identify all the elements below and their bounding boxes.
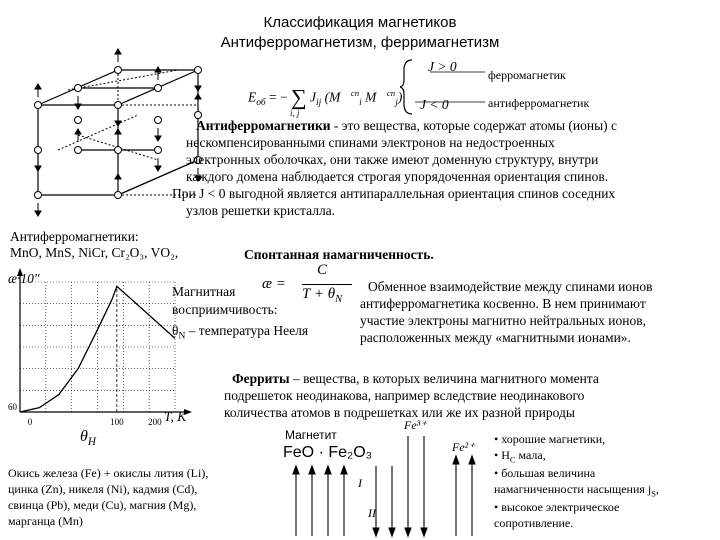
chart-x-axis-label: T, К [164,409,187,424]
definition-line5: При J < 0 выгодной является антипараллельная ориентация спинов соседних [172,186,616,201]
examples-list: MnO, MnS, NiCr, Cr₂O₃, VO₂, [10,245,179,260]
neel-temperature-note: $\theta_N$ – температура Нееля [172,323,309,342]
oxides-line3: свинца (Pb), меди (Cu), магния (Mg), [8,498,197,512]
prop-coercivity: • $H_C$ мала, [494,448,546,465]
sublattice-two-label: II [368,506,376,520]
ferrites-line1: Ферриты – вещества, в которых величина магнитного момента [232,371,599,386]
page-subtitle: Антиферромагнетизм, ферримагнетизм [220,34,500,51]
oxides-line2: цинка (Zn), никеля (Ni), кадмия (Cd), [8,482,198,496]
sum-index: i, j [290,108,300,118]
fe2-label: Fe²⁺ [452,440,475,454]
definition-line3: электронных оболочках, они также имеют доменную структуру, внутри [186,152,599,167]
magnetite-formula: FeO · Fe₂O₃ [283,444,373,461]
exchange-line3: участие электроны магнитно нейтральных ионов, [360,313,646,328]
oxides-line1: Окись железа (Fe) + окислы лития (Li), [8,466,209,480]
page-title: Классификация магнетиков [263,14,457,31]
exchange-line4: расположенных между «магнитными ионами». [360,330,631,345]
exchange-energy-formula: $E_{об}$ = − ∑ $J_{ij}$ (M⃗$^{сп}_i$ M⃗$^{сп}_j$) [248,84,403,110]
chart-y-axis-label: æ·10″ [8,271,40,286]
susceptibility-label-line1: Магнитная [172,284,236,299]
definition-line1: Антиферромагнетики - это вещества, которые содержат атомы (ионы) с [196,118,618,133]
spin-sublattice-diagram [286,426,486,540]
x-tick-label: 0 [27,417,33,427]
magnetite-label: Магнетит [285,428,337,442]
definition-line6: узлов решетки кристалла. [186,203,336,218]
y-tick-label: 60 [8,402,17,412]
examples-label: Антиферромагнетики: [10,229,139,244]
prop-large-value: • большая величина [494,466,596,480]
x-tick-label: 100 [110,417,124,427]
prop-resistance-cont: сопротивление. [494,516,574,530]
oxides-line4: марганца (Mn) [8,514,83,528]
case-positive-condition: J > 0 [428,59,457,74]
sublattice-one-label: I [358,476,362,490]
ferrites-line3: количества атомов в подрешетках или же их разной природы [224,405,575,420]
ferrites-line2: подрешеток неодинакова, например вследствие неодинакового [224,388,585,403]
susceptibility-label-line2: восприимчивость: [172,302,278,317]
definition-line2: нескомпенсированными спинами электронов на недостроенных [186,135,555,150]
prop-saturation: намагниченности насыщения $j_S$, [494,482,659,499]
fe3-label: Fe³⁺ [404,418,427,432]
chart-neel-label: $\theta_Н$ [80,428,96,449]
exchange-line1: Обменное взаимодействие между спинами ионов [368,279,653,294]
exchange-line2: антиферромагнетика косвенно. В нем принимают [360,296,646,311]
prop-good-magnets: • хорошие магнетики, [494,432,606,446]
case-negative-condition: J < 0 [420,97,449,112]
definition-line4: каждого домена наблюдается строгая упорядоченная ориентация спинов. [186,169,609,184]
case-negative-label: антиферромагнетик [488,96,590,110]
case-positive-label: ферромагнетик [488,68,566,82]
x-tick-label: 200 [148,417,162,427]
prop-resistance: • высокое электрическое [494,500,620,514]
spontaneous-heading: Спонтанная намагниченность. [244,247,434,262]
